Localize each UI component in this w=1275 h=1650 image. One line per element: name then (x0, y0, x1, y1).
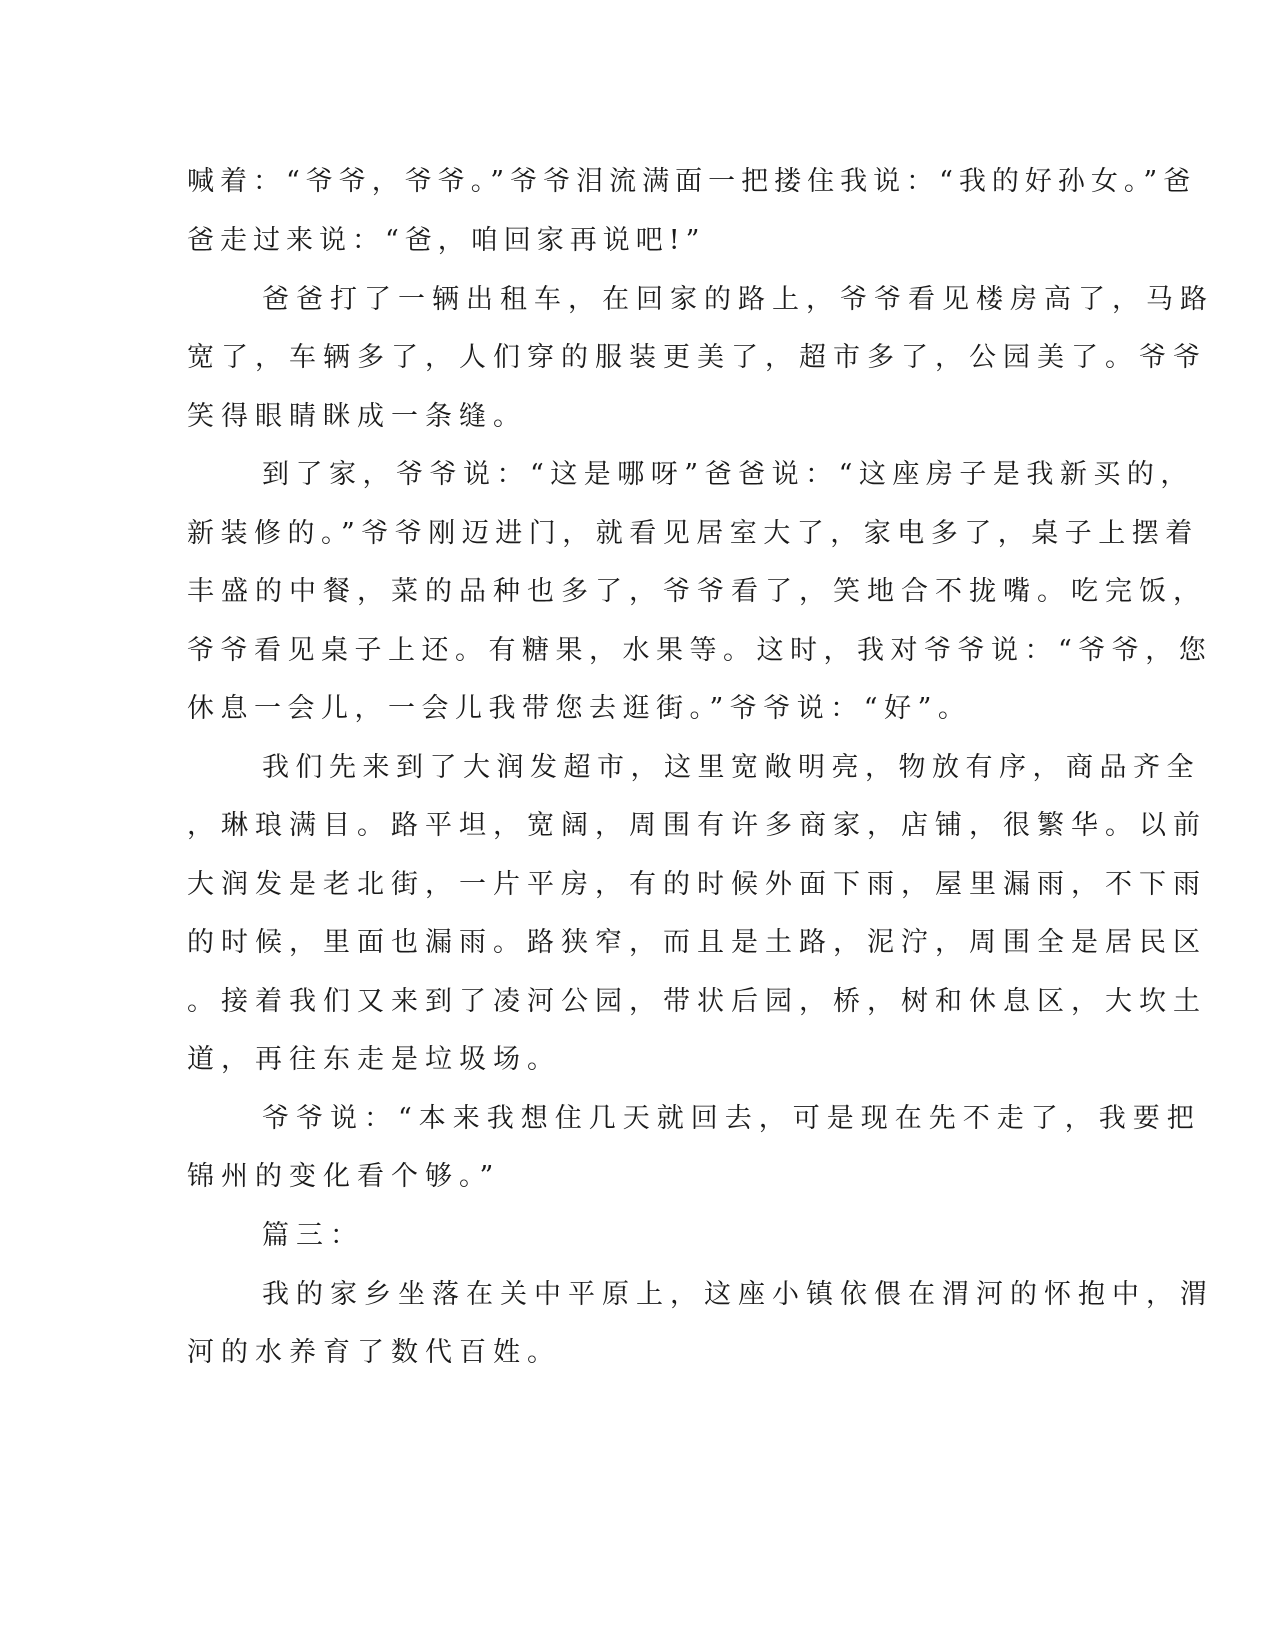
line-text: 宽了，车辆多了，人们穿的服装更美了，超市多了，公园美了。爷爷 (187, 342, 1207, 373)
line-text: 河的水养育了数代百姓。 (187, 1337, 561, 1368)
line-text: 爷爷说：“本来我想住几天就回去，可是现在先不走了，我要把 (262, 1103, 1201, 1134)
text-line (0, 1038, 1275, 1082)
line-text: 丰盛的中餐，菜的品种也多了，爷爷看了，笑地合不拢嘴。吃完饭， (187, 576, 1207, 607)
line-text: 爷爷看见桌子上还。有糖果，水果等。这时，我对爷爷说：“爷爷，您 (187, 635, 1213, 666)
heading-text: 篇三： (262, 1220, 364, 1251)
line-text: 我们先来到了大润发超市，这里宽敞明亮，物放有序，商品齐全 (262, 752, 1200, 783)
text-line (0, 512, 1275, 556)
text-line (0, 629, 1275, 673)
paragraph-first-line (0, 453, 1275, 497)
text-line (0, 570, 1275, 614)
text-line (0, 980, 1275, 1024)
line-text: 的时候，里面也漏雨。路狭窄，而且是土路，泥泞，周围全是居民区 (187, 927, 1207, 958)
line-text: 到了家，爷爷说：“这是哪呀”爸爸说：“这座房子是我新买的， (262, 459, 1194, 490)
line-text: 休息一会儿，一会儿我带您去逛街。”爷爷说：“好”。 (187, 693, 972, 724)
line-text: ，琳琅满目。路平坦，宽阔，周围有许多商家，店铺，很繁华。以前 (187, 810, 1207, 841)
line-text: 笑得眼睛眯成一条缝。 (187, 401, 527, 432)
line-text: 锦州的变化看个够。” (187, 1161, 501, 1192)
text-line (0, 336, 1275, 380)
line-text: 。接着我们又来到了凌河公园，带状后园，桥，树和休息区，大坎土 (187, 986, 1207, 1017)
paragraph-first-line (0, 1097, 1275, 1141)
paragraph-first-line (0, 746, 1275, 790)
line-text: 爸走过来说：“爸，咱回家再说吧!” (187, 225, 706, 256)
text-line (0, 863, 1275, 907)
line-text: 道，再往东走是垃圾场。 (187, 1044, 561, 1075)
paragraph-first-line (0, 278, 1275, 322)
text-line (0, 804, 1275, 848)
line-text: 爸爸打了一辆出租车，在回家的路上，爷爷看见楼房高了，马路 (262, 284, 1214, 315)
text-line (0, 395, 1275, 439)
line-text: 我的家乡坐落在关中平原上，这座小镇依偎在渭河的怀抱中，渭 (262, 1279, 1214, 1310)
line-text: 新装修的。”爷爷刚迈进门，就看见居室大了，家电多了，桌子上摆着 (187, 518, 1199, 549)
text-line (0, 1331, 1275, 1375)
text-line (0, 687, 1275, 731)
line-text: 喊着：“爷爷，爷爷。”爷爷泪流满面一把搂住我说：“我的好孙女。”爸 (187, 166, 1197, 197)
line-text: 大润发是老北街，一片平房，有的时候外面下雨，屋里漏雨，不下雨 (187, 869, 1207, 900)
section-heading (0, 1214, 1275, 1258)
text-line (0, 1155, 1275, 1199)
text-line (0, 160, 1275, 204)
text-line (0, 219, 1275, 263)
text-line (0, 921, 1275, 965)
paragraph-first-line (0, 1273, 1275, 1317)
